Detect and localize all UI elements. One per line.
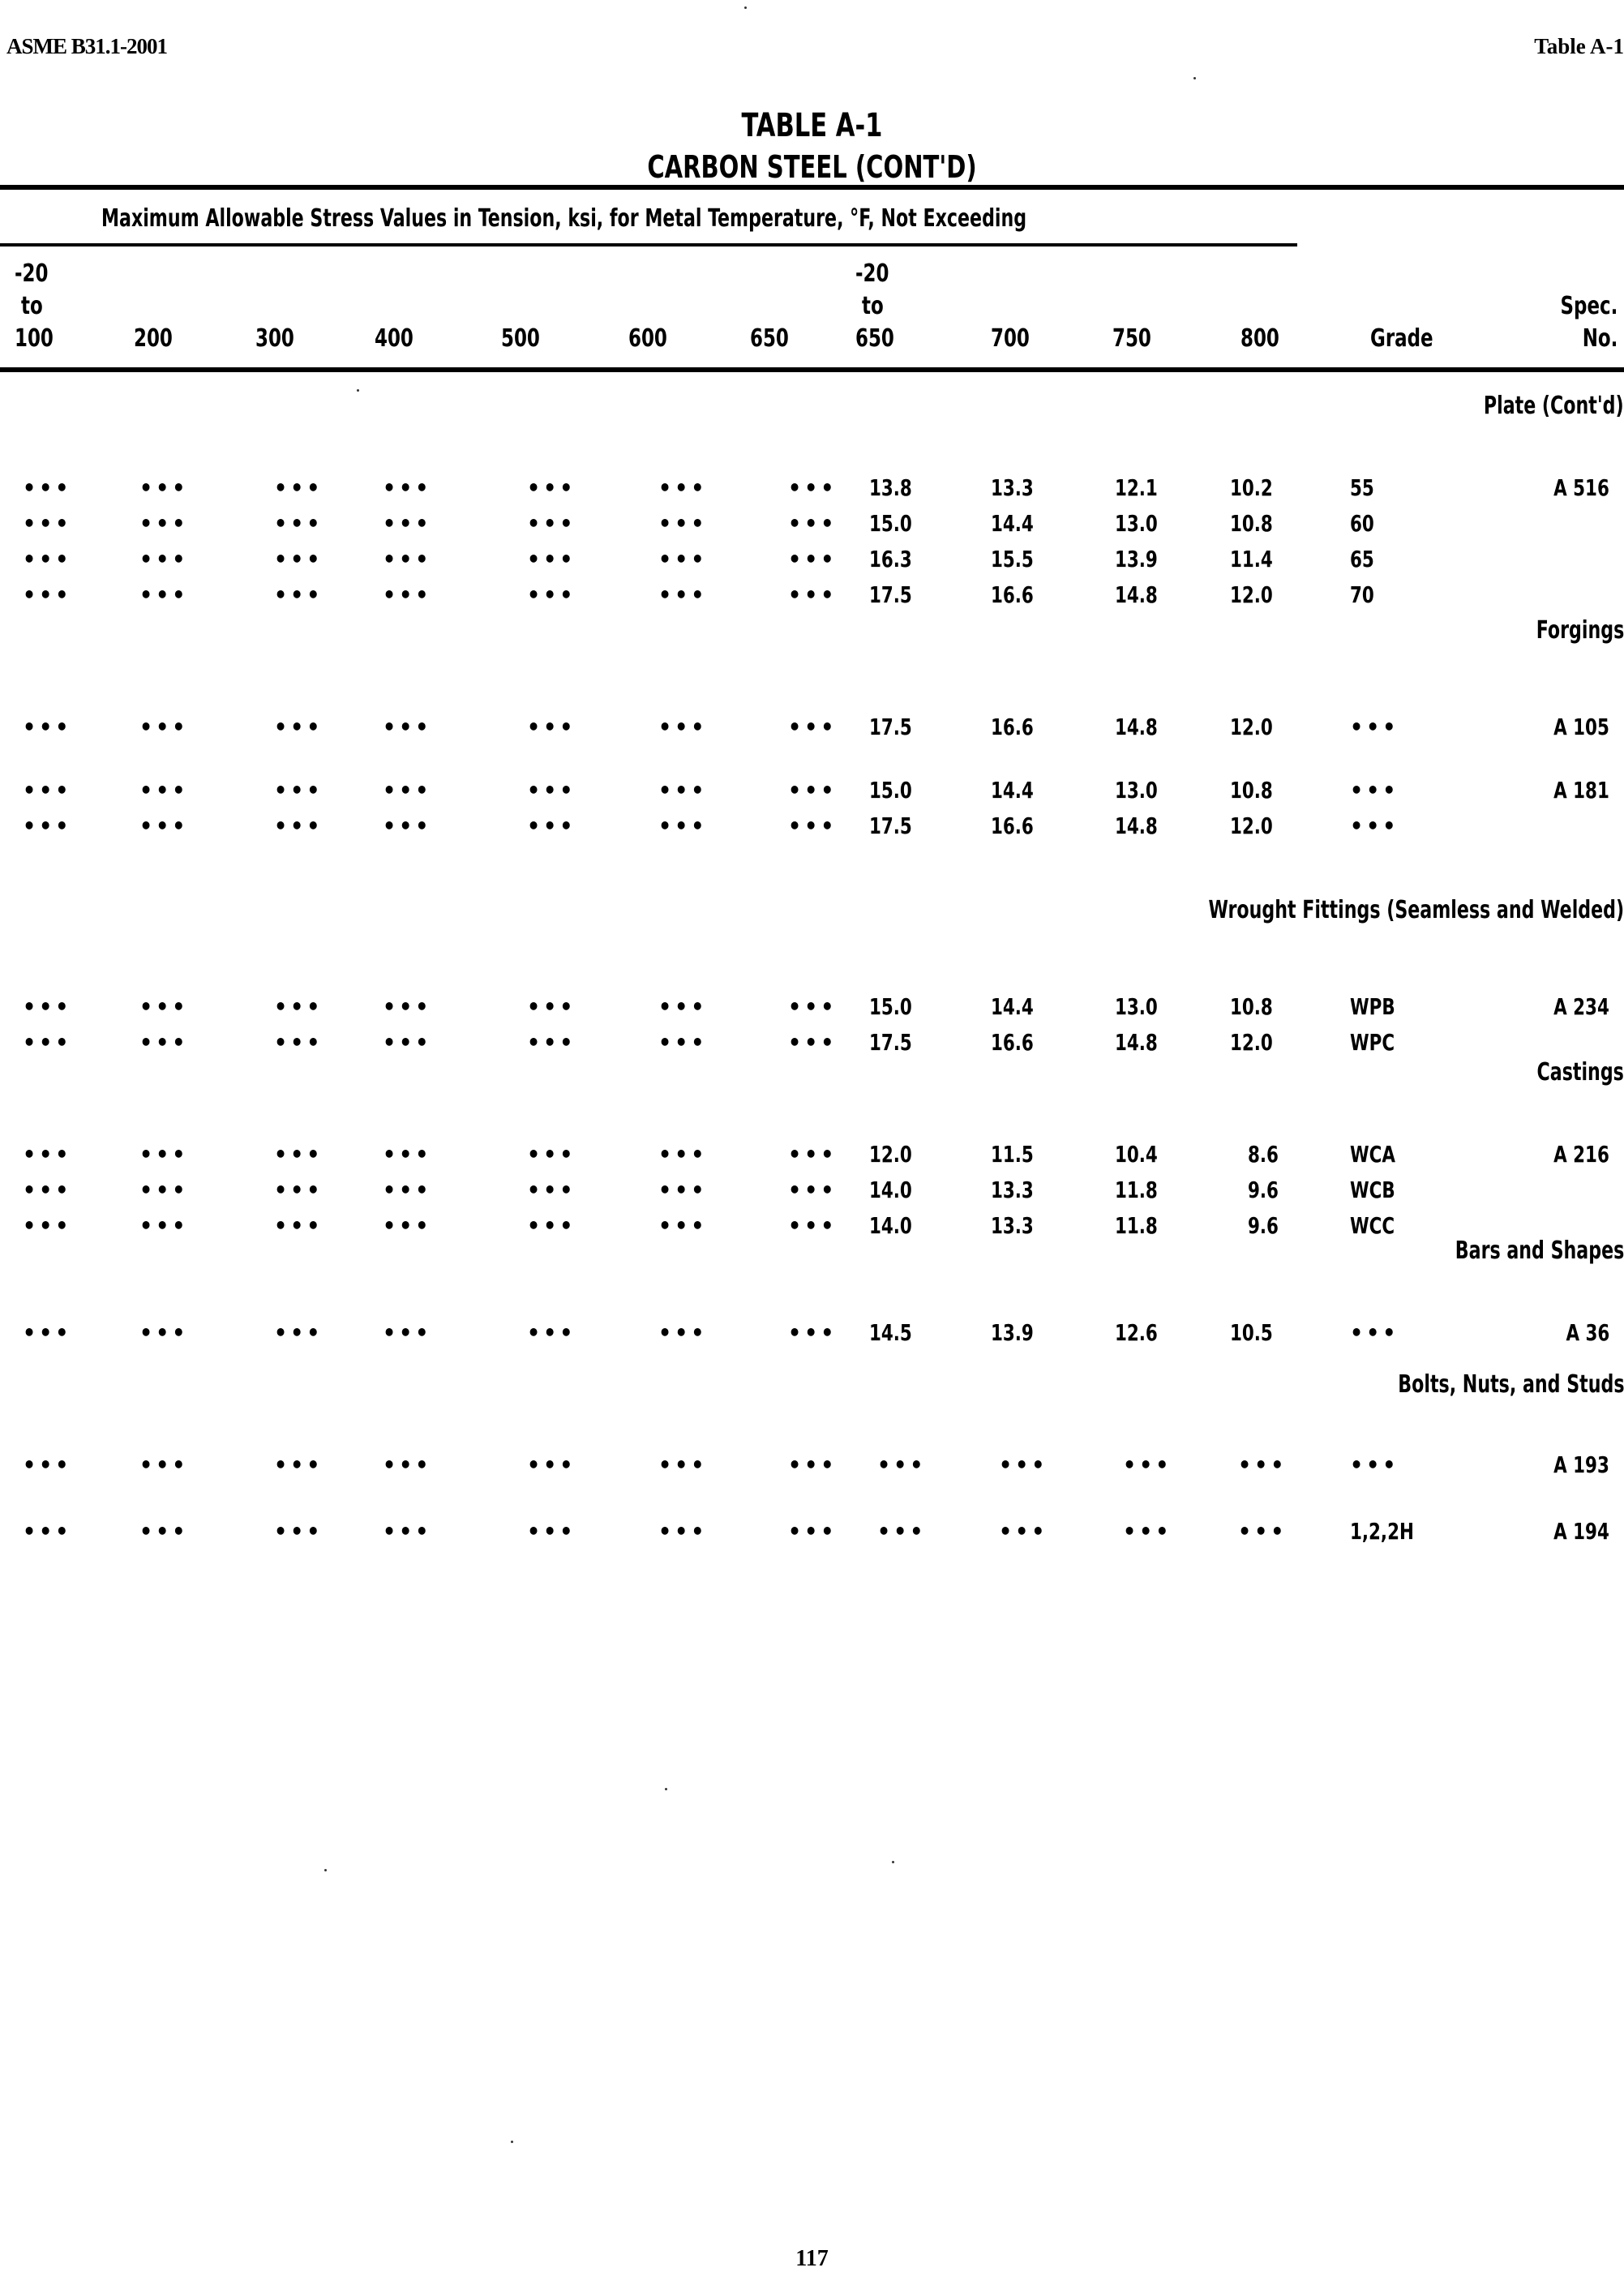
empty-cell: •••	[383, 1141, 432, 1168]
empty-cell: •••	[877, 1451, 927, 1478]
empty-cell: •••	[139, 1177, 189, 1203]
stress-value: 13.0	[1115, 993, 1158, 1020]
column-header-400-bottom: 400	[375, 324, 413, 353]
stress-value: 15.0	[869, 777, 912, 804]
stress-value: 11.5	[991, 1141, 1034, 1168]
section-heading: Plate (Cont'd)	[1484, 392, 1624, 420]
empty-cell: •••	[999, 1451, 1048, 1478]
scan-speck	[511, 2141, 513, 2143]
grade-cell: 1,2,2H	[1350, 1518, 1414, 1545]
empty-cell: •••	[658, 1451, 708, 1478]
scan-speck	[357, 389, 359, 392]
empty-cell: •••	[274, 777, 324, 804]
empty-cell: •••	[139, 1319, 189, 1346]
empty-cell: •••	[527, 1212, 576, 1239]
stress-value: 11.8	[1115, 1212, 1158, 1239]
grade-cell: 65	[1350, 546, 1374, 572]
stress-value: 13.0	[1115, 777, 1158, 804]
stress-value: 17.5	[869, 812, 912, 839]
empty-cell: •••	[1123, 1451, 1172, 1478]
column-header-100-bottom: 100	[15, 324, 54, 353]
column-header-800-bottom: 800	[1240, 324, 1279, 353]
empty-cell: •••	[527, 546, 576, 572]
stress-value: 10.8	[1230, 777, 1273, 804]
stress-value: 8.6	[1248, 1141, 1279, 1168]
grade-cell: WPC	[1350, 1029, 1395, 1056]
group-header: Maximum Allowable Stress Values in Tension, ksi, for Metal Temperature, °F, Not Exceeding	[101, 204, 1027, 233]
empty-cell: •••	[274, 1518, 324, 1545]
empty-cell: •••	[139, 812, 189, 839]
spec-no-cell: A 216	[1553, 1141, 1609, 1168]
empty-cell: •••	[527, 1451, 576, 1478]
empty-cell: •••	[139, 1029, 189, 1056]
stress-value: 13.8	[869, 474, 912, 501]
column-header-100-top: -20	[15, 259, 49, 288]
empty-cell: •••	[139, 1451, 189, 1478]
empty-cell: •••	[658, 993, 708, 1020]
spec-no-cell: A 36	[1566, 1319, 1609, 1346]
empty-cell: •••	[274, 546, 324, 572]
empty-cell: •••	[788, 1141, 838, 1168]
empty-cell: •••	[788, 714, 838, 740]
empty-cell: •••	[788, 510, 838, 537]
empty-cell: •••	[23, 474, 72, 501]
table-subtitle: CARBON STEEL (CONT'D)	[647, 149, 977, 185]
empty-cell: •••	[788, 546, 838, 572]
stress-value: 15.5	[991, 546, 1034, 572]
empty-cell: •••	[1123, 1518, 1172, 1545]
stress-value: 13.3	[991, 474, 1034, 501]
stress-value: 16.6	[991, 812, 1034, 839]
grade-cell: WCA	[1350, 1141, 1395, 1168]
stress-value: 15.0	[869, 993, 912, 1020]
stress-value: 15.0	[869, 510, 912, 537]
stress-value: 14.4	[991, 510, 1034, 537]
running-header-document-id: ASME B31.1-2001	[6, 34, 168, 58]
spec-no-cell: A 516	[1553, 474, 1609, 501]
empty-cell: •••	[383, 993, 432, 1020]
empty-cell: •••	[877, 1518, 927, 1545]
grade-cell: WCC	[1350, 1212, 1395, 1239]
header-bottom-rule	[0, 367, 1624, 372]
empty-cell: •••	[527, 474, 576, 501]
empty-cell: •••	[274, 1141, 324, 1168]
empty-cell: •••	[23, 1141, 72, 1168]
column-header-700-bottom: 700	[991, 324, 1030, 353]
empty-cell: •••	[527, 510, 576, 537]
column-header-300-bottom: 300	[255, 324, 294, 353]
empty-cell: •••	[383, 1451, 432, 1478]
stress-value: 16.3	[869, 546, 912, 572]
stress-value: 12.0	[1230, 714, 1273, 740]
empty-cell: •••	[274, 812, 324, 839]
scan-speck	[892, 1861, 894, 1863]
empty-cell: •••	[658, 474, 708, 501]
column-header-650-bottom: 650	[750, 324, 789, 353]
top-rule	[0, 185, 1624, 190]
empty-cell: •••	[788, 1451, 838, 1478]
stress-value: 14.8	[1115, 581, 1158, 608]
empty-cell: •••	[274, 581, 324, 608]
running-header-table-ref: Table A-1	[1534, 34, 1624, 58]
empty-cell: •••	[527, 1029, 576, 1056]
stress-value: 13.3	[991, 1177, 1034, 1203]
spec-no-cell: A 181	[1553, 777, 1609, 804]
empty-cell: •••	[274, 474, 324, 501]
empty-cell: •••	[274, 1029, 324, 1056]
empty-cell: •••	[23, 546, 72, 572]
stress-value: 12.0	[1230, 812, 1273, 839]
empty-cell: •••	[383, 812, 432, 839]
grade-cell: •••	[1350, 714, 1399, 740]
empty-cell: •••	[139, 581, 189, 608]
empty-cell: •••	[788, 581, 838, 608]
empty-cell: •••	[383, 777, 432, 804]
empty-cell: •••	[23, 812, 72, 839]
grade-cell: 70	[1350, 581, 1374, 608]
empty-cell: •••	[23, 1029, 72, 1056]
column-header-600-bottom: 600	[628, 324, 667, 353]
empty-cell: •••	[383, 1212, 432, 1239]
stress-value: 16.6	[991, 1029, 1034, 1056]
stress-value: 12.1	[1115, 474, 1158, 501]
empty-cell: •••	[658, 1141, 708, 1168]
empty-cell: •••	[23, 777, 72, 804]
empty-cell: •••	[23, 1518, 72, 1545]
empty-cell: •••	[527, 993, 576, 1020]
grade-cell: •••	[1350, 777, 1399, 804]
empty-cell: •••	[658, 581, 708, 608]
empty-cell: •••	[658, 1212, 708, 1239]
empty-cell: •••	[383, 581, 432, 608]
stress-value: 14.4	[991, 993, 1034, 1020]
stress-value: 10.2	[1230, 474, 1273, 501]
stress-value: 10.8	[1230, 993, 1273, 1020]
stress-value: 14.5	[869, 1319, 912, 1346]
column-header-650-top: -20	[855, 259, 889, 288]
empty-cell: •••	[383, 714, 432, 740]
empty-cell: •••	[274, 510, 324, 537]
empty-cell: •••	[274, 1177, 324, 1203]
section-heading: Wrought Fittings (Seamless and Welded)	[1208, 896, 1624, 924]
empty-cell: •••	[139, 777, 189, 804]
empty-cell: •••	[1238, 1518, 1288, 1545]
empty-cell: •••	[788, 1029, 838, 1056]
empty-cell: •••	[139, 1212, 189, 1239]
spec-no-cell: A 234	[1553, 993, 1609, 1020]
empty-cell: •••	[788, 1518, 838, 1545]
stress-value: 10.5	[1230, 1319, 1273, 1346]
spec-no-cell: A 194	[1553, 1518, 1609, 1545]
empty-cell: •••	[383, 546, 432, 572]
empty-cell: •••	[23, 993, 72, 1020]
stress-value: 16.6	[991, 714, 1034, 740]
empty-cell: •••	[383, 1319, 432, 1346]
table-title: TABLE A-1	[741, 107, 883, 144]
grade-cell: •••	[1350, 812, 1399, 839]
page-number: 117	[795, 2246, 829, 2271]
empty-cell: •••	[788, 993, 838, 1020]
empty-cell: •••	[139, 993, 189, 1020]
section-heading: Bars and Shapes	[1455, 1237, 1624, 1265]
scan-speck	[665, 1788, 667, 1790]
section-heading: Bolts, Nuts, and Studs	[1397, 1370, 1624, 1399]
empty-cell: •••	[788, 812, 838, 839]
stress-value: 13.3	[991, 1212, 1034, 1239]
empty-cell: •••	[788, 1319, 838, 1346]
empty-cell: •••	[788, 474, 838, 501]
empty-cell: •••	[139, 474, 189, 501]
empty-cell: •••	[527, 1177, 576, 1203]
empty-cell: •••	[658, 1518, 708, 1545]
empty-cell: •••	[383, 474, 432, 501]
empty-cell: •••	[527, 812, 576, 839]
spec-no-cell: A 193	[1553, 1451, 1609, 1478]
empty-cell: •••	[383, 1177, 432, 1203]
empty-cell: •••	[139, 510, 189, 537]
empty-cell: •••	[658, 1177, 708, 1203]
stress-value: 9.6	[1248, 1212, 1279, 1239]
empty-cell: •••	[658, 714, 708, 740]
empty-cell: •••	[23, 1451, 72, 1478]
empty-cell: •••	[274, 714, 324, 740]
stress-value: 14.8	[1115, 714, 1158, 740]
stress-value: 11.8	[1115, 1177, 1158, 1203]
stress-value: 9.6	[1248, 1177, 1279, 1203]
empty-cell: •••	[274, 1451, 324, 1478]
section-heading: Forgings	[1536, 616, 1624, 645]
stress-value: 11.4	[1230, 546, 1273, 572]
empty-cell: •••	[23, 581, 72, 608]
empty-cell: •••	[274, 993, 324, 1020]
empty-cell: •••	[23, 1319, 72, 1346]
stress-value: 17.5	[869, 714, 912, 740]
stress-value: 14.8	[1115, 1029, 1158, 1056]
stress-value: 16.6	[991, 581, 1034, 608]
stress-value: 10.4	[1115, 1141, 1158, 1168]
stress-value: 13.9	[991, 1319, 1034, 1346]
empty-cell: •••	[23, 1177, 72, 1203]
stress-value: 12.0	[1230, 581, 1273, 608]
column-header-200-bottom: 200	[134, 324, 173, 353]
empty-cell: •••	[658, 1029, 708, 1056]
empty-cell: •••	[139, 546, 189, 572]
empty-cell: •••	[139, 714, 189, 740]
stress-value: 10.8	[1230, 510, 1273, 537]
scan-speck	[1193, 77, 1196, 79]
stress-value: 14.0	[869, 1177, 912, 1203]
column-header-650-mid: to	[862, 292, 884, 320]
empty-cell: •••	[527, 1141, 576, 1168]
stress-value: 12.0	[869, 1141, 912, 1168]
column-header-grade-bottom: Grade	[1370, 324, 1433, 353]
empty-cell: •••	[23, 1212, 72, 1239]
empty-cell: •••	[383, 1518, 432, 1545]
column-header-750-bottom: 750	[1112, 324, 1151, 353]
scan-speck	[324, 1869, 327, 1871]
stress-value: 12.0	[1230, 1029, 1273, 1056]
stress-value: 14.0	[869, 1212, 912, 1239]
stress-value: 17.5	[869, 1029, 912, 1056]
empty-cell: •••	[788, 1212, 838, 1239]
empty-cell: •••	[999, 1518, 1048, 1545]
empty-cell: •••	[527, 1319, 576, 1346]
empty-cell: •••	[139, 1141, 189, 1168]
empty-cell: •••	[788, 777, 838, 804]
empty-cell: •••	[527, 714, 576, 740]
empty-cell: •••	[658, 777, 708, 804]
scan-speck	[744, 6, 747, 9]
empty-cell: •••	[23, 714, 72, 740]
empty-cell: •••	[383, 1029, 432, 1056]
stress-value: 13.9	[1115, 546, 1158, 572]
stress-value: 14.8	[1115, 812, 1158, 839]
grade-cell: WPB	[1350, 993, 1395, 1020]
spec-no-cell: A 105	[1553, 714, 1609, 740]
empty-cell: •••	[658, 812, 708, 839]
section-heading: Castings	[1536, 1058, 1624, 1087]
empty-cell: •••	[527, 777, 576, 804]
column-header-spec-no-bottom: No.	[1582, 324, 1618, 353]
grade-cell: 60	[1350, 510, 1374, 537]
column-header-100-mid: to	[21, 292, 43, 320]
empty-cell: •••	[383, 510, 432, 537]
empty-cell: •••	[658, 510, 708, 537]
empty-cell: •••	[527, 581, 576, 608]
grade-cell: 55	[1350, 474, 1374, 501]
grade-cell: •••	[1350, 1319, 1399, 1346]
group-header-rule	[0, 243, 1297, 246]
empty-cell: •••	[274, 1212, 324, 1239]
grade-cell: •••	[1350, 1451, 1399, 1478]
column-header-500-bottom: 500	[501, 324, 540, 353]
column-header-spec-no-mid: Spec.	[1560, 292, 1618, 320]
empty-cell: •••	[23, 510, 72, 537]
empty-cell: •••	[527, 1518, 576, 1545]
empty-cell: •••	[274, 1319, 324, 1346]
empty-cell: •••	[1238, 1451, 1288, 1478]
stress-value: 13.0	[1115, 510, 1158, 537]
stress-value: 14.4	[991, 777, 1034, 804]
stress-value: 12.6	[1115, 1319, 1158, 1346]
grade-cell: WCB	[1350, 1177, 1395, 1203]
column-header-650-bottom: 650	[855, 324, 894, 353]
empty-cell: •••	[658, 546, 708, 572]
empty-cell: •••	[139, 1518, 189, 1545]
stress-value: 17.5	[869, 581, 912, 608]
empty-cell: •••	[788, 1177, 838, 1203]
empty-cell: •••	[658, 1319, 708, 1346]
